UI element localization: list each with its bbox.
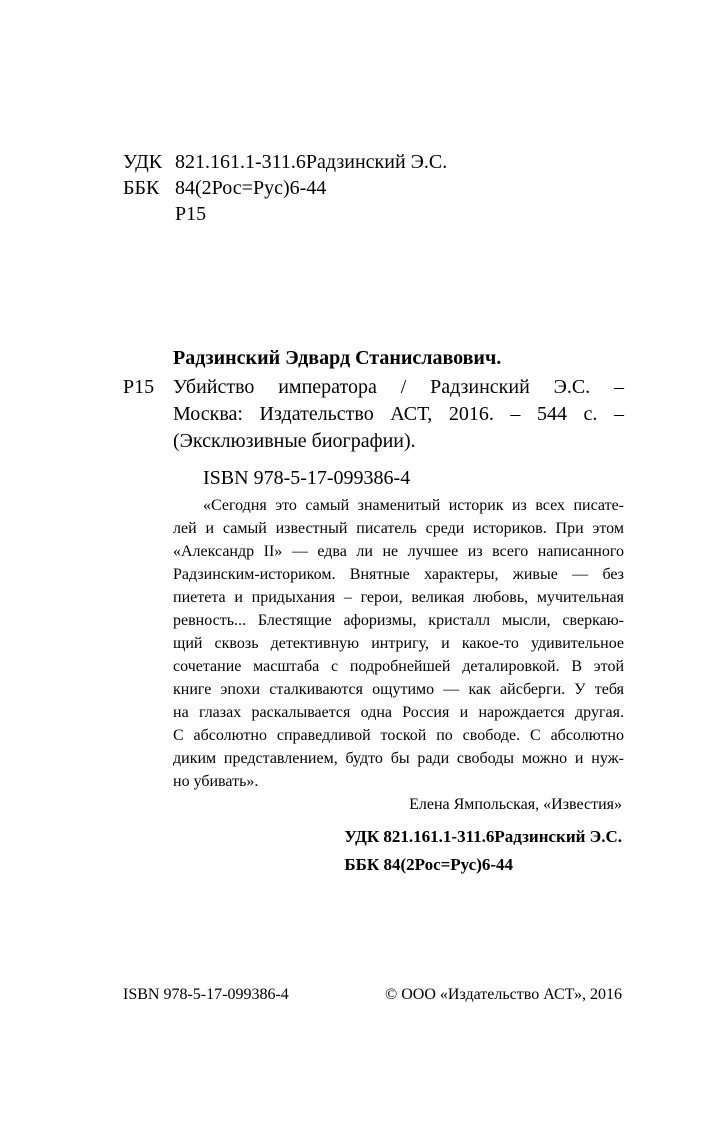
bbk-label: ББК — [123, 177, 160, 199]
udk-label: УДК — [123, 151, 163, 173]
bbk-bottom: ББК 84(2Рос=Рус)6-44 — [344, 855, 514, 874]
udk-bottom: УДК 821.161.1-311.6Радзинский Э.С. — [344, 827, 622, 846]
udk-value: 821.161.1-311.6Радзинский Э.С. — [175, 151, 448, 173]
annotation-line: пиетета и придыхания – герои, великая любовь, мучительная — [173, 589, 624, 606]
bib-code: Р15 — [123, 376, 155, 398]
author-mark-line — [123, 201, 447, 227]
annotation-line: но убивать». — [173, 773, 259, 790]
classification-top — [123, 149, 447, 227]
footer-isbn: ISBN 978-5-17-099386-4 — [123, 986, 289, 1003]
bib-line-1: Убийство императора / Радзинский Э.С. – — [173, 376, 624, 398]
annotation-line: Радзинским-историком. Внятные характеры, живые — без — [173, 566, 624, 583]
footer-copyright: © ООО «Издательство АСТ», 2016 — [385, 986, 622, 1003]
quote-attribution: Елена Ямпольская, «Известия» — [409, 796, 622, 813]
annotation-line: диким представлением, будто бы ради свободы можно и нуж- — [173, 750, 624, 767]
annotation-line: «Александр II» — едва ли не лучшее из всего написанного — [173, 543, 624, 560]
annotation-line: сочетание масштаба с подробнейшей деталировкой. В этой — [173, 658, 624, 675]
annotation-line: книге эпохи сталкиваются ощутимо — как айсберги. У тебя — [173, 681, 624, 698]
annotation-line: лей и самый известный писатель среди историков. При этом — [173, 520, 624, 537]
annotation-line: щий сквозь детективную интригу, и какое-то удивительное — [173, 635, 624, 652]
annotation-line: на глазах раскалывается одна Россия и нарождается другая. — [173, 704, 624, 721]
author-heading: Радзинский Эдвард Станиславович. — [173, 347, 502, 369]
bib-line-3: (Эксклюзивные биографии). — [173, 430, 416, 452]
bbk-value: 84(2Рос=Рус)6-44 — [175, 177, 327, 199]
udk-line — [123, 149, 447, 175]
annotation-line: С абсолютно справедливой тоской по свободе. С абсолютно — [173, 727, 624, 744]
bbk-line — [123, 175, 447, 201]
classification-bottom — [344, 823, 622, 879]
bib-line-2: Москва: Издательство АСТ, 2016. – 544 с. – — [173, 403, 624, 425]
isbn-main: ISBN 978-5-17-099386-4 — [203, 467, 411, 489]
author-mark-value: Р15 — [175, 203, 207, 225]
annotation-line: «Сегодня это самый знаменитый историк из всех писате- — [203, 497, 624, 514]
annotation-line: ревность... Блестящие афоризмы, кристалл мысли, сверкаю- — [173, 612, 624, 629]
